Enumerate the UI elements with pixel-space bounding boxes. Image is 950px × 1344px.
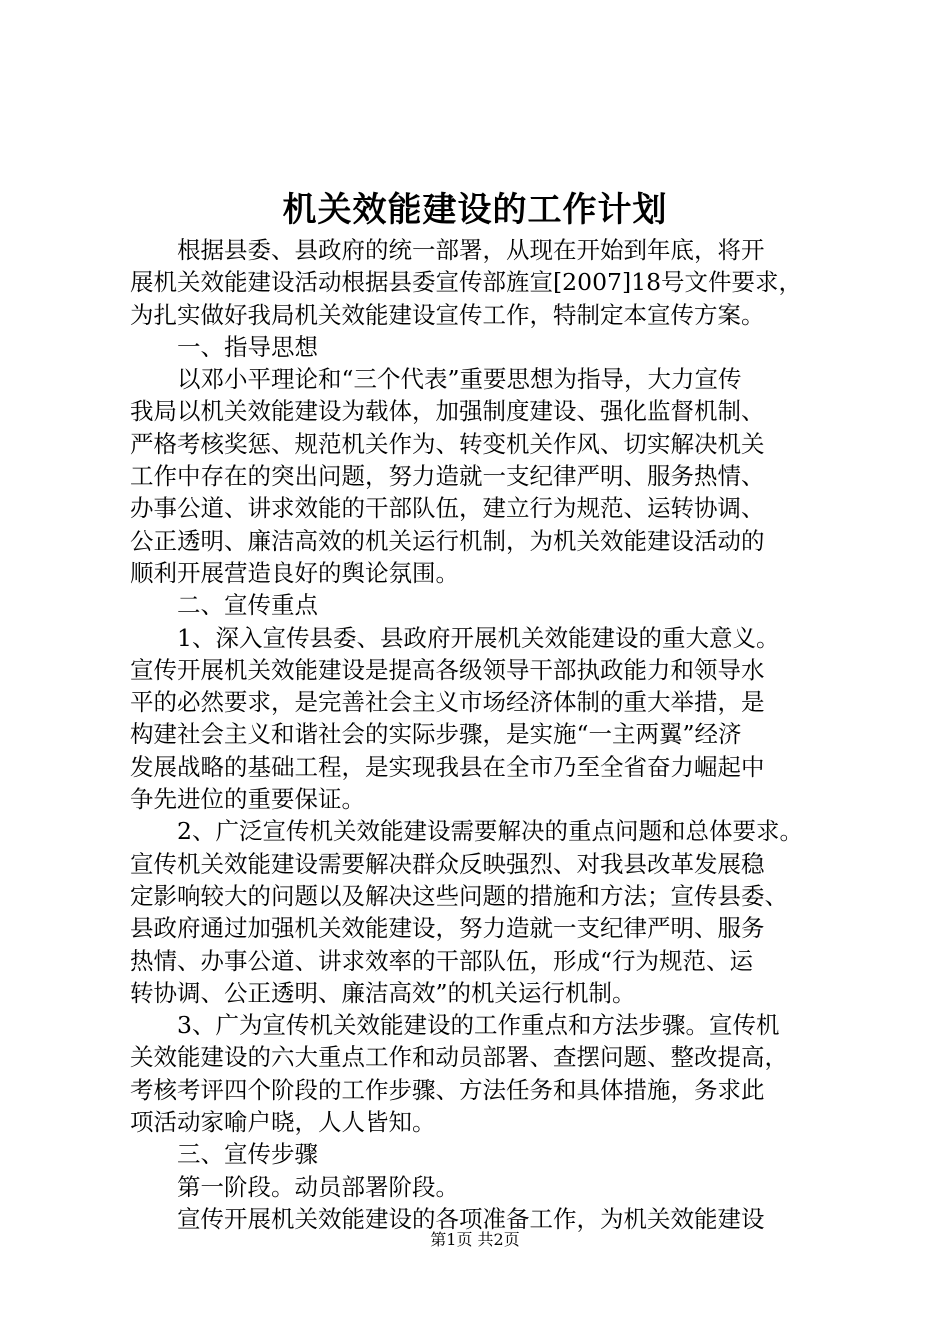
text-line: 严格考核奖惩、规范机关作为、转变机关作风、切实解决机关	[130, 429, 765, 458]
text-line: 县政府通过加强机关效能建设，努力造就一支纪律严明、服务	[130, 914, 765, 943]
text-line: 2、广泛宣传机关效能建设需要解决的重点问题和总体要求。	[177, 817, 803, 846]
text-line: 热情、办事公道、讲求效率的干部队伍，形成“行为规范、运	[130, 946, 754, 975]
document-title: 机关效能建设的工作计划	[282, 190, 668, 230]
text-line: 宣传机关效能建设需要解决群众反映强烈、对我县改革发展稳	[130, 849, 765, 878]
document-body	[130, 234, 835, 1235]
text-line: 根据县委、县政府的统一部署，从现在开始到年底，将开	[177, 236, 765, 264]
text-line: 宣传开展机关效能建设是提高各级领导干部执政能力和领导水	[130, 655, 765, 684]
text-line: 平的必然要求，是完善社会主义市场经济体制的重大举措，是	[130, 688, 765, 717]
text-line: 我局以机关效能建设为载体，加强制度建设、强化监督机制、	[130, 397, 765, 426]
text-line: 争先进位的重要保证。	[130, 785, 365, 814]
text-line: 第一阶段。动员部署阶段。	[177, 1172, 459, 1201]
text-line: 考核考评四个阶段的工作步骤、方法任务和具体措施，务求此	[130, 1075, 765, 1104]
text-line: 公正透明、廉洁高效的机关运行机制，为机关效能建设活动的	[130, 526, 765, 555]
text-line: 工作中存在的突出问题，努力造就一支纪律严明、服务热情、	[130, 462, 765, 491]
text-line: 为扎实做好我局机关效能建设宣传工作，特制定本宣传方案。	[130, 300, 765, 329]
text-line: 构建社会主义和谐社会的实际步骤，是实施“一主两翼”经济	[130, 720, 742, 749]
text-line: 关效能建设的六大重点工作和动员部署、查摆问题、整改提高，	[130, 1043, 788, 1072]
text-line: 办事公道、讲求效能的干部队伍，建立行为规范、运转协调、	[130, 494, 765, 523]
text-line: 转协调、公正透明、廉洁高效”的机关运行机制。	[130, 978, 636, 1007]
text-line: 3、广为宣传机关效能建设的工作重点和方法步骤。宣传机	[177, 1011, 780, 1040]
section-heading: 三、宣传步骤	[177, 1140, 318, 1169]
text-line: 1、深入宣传县委、县政府开展机关效能建设的重大意义。	[177, 623, 780, 652]
text-line: 发展战略的基础工程，是实现我县在全市乃至全省奋力崛起中	[130, 752, 765, 781]
section-heading: 一、指导思想	[177, 332, 318, 361]
section-heading: 二、宣传重点	[177, 591, 318, 620]
text-line: 顺利开展营造良好的舆论氛围。	[130, 558, 459, 587]
text-line: 展机关效能建设活动根据县委宣传部旌宣[2007]18号文件要求，	[130, 268, 803, 297]
text-line: 定影响较大的问题以及解决这些问题的措施和方法；宣传县委、	[130, 881, 788, 910]
text-line: 项活动家喻户晓，人人皆知。	[130, 1108, 436, 1137]
text-line: 宣传开展机关效能建设的各项准备工作，为机关效能建设	[177, 1204, 765, 1233]
text-line: 以邓小平理论和“三个代表”重要思想为指导，大力宣传	[177, 365, 742, 394]
page-number: 第1页 共2页	[430, 1230, 520, 1249]
